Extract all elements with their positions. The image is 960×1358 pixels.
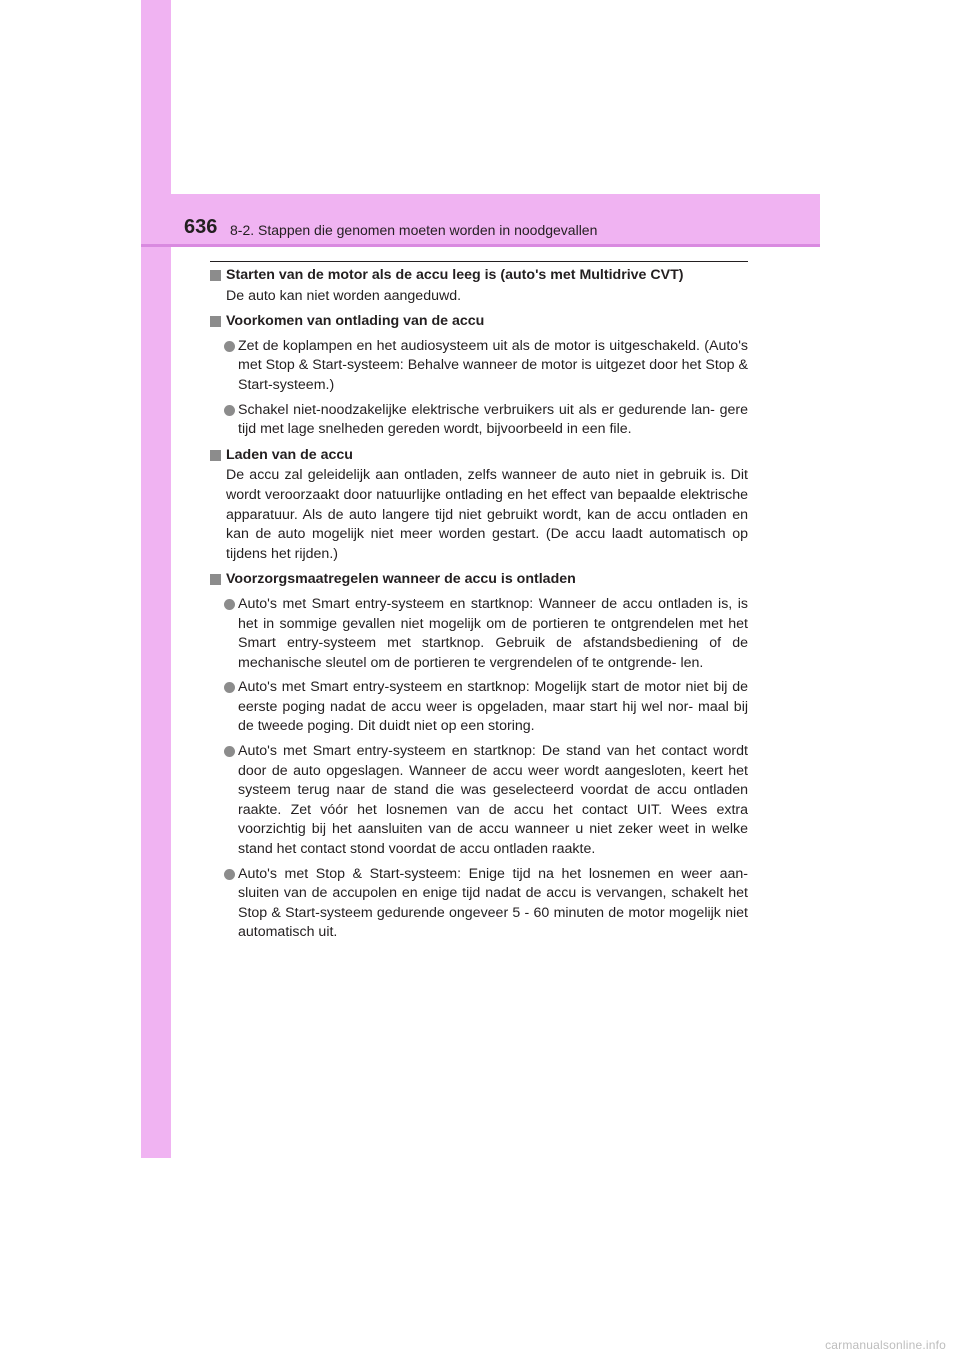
- list-item: Zet de koplampen en het audiosysteem uit als de motor is uitgeschakeld. (Auto's met Stop & Start-systeem: Behalve wanneer de motor is uitgezet door het Stop & Start-systeem.): [226, 337, 748, 396]
- square-bullet-icon: [210, 450, 221, 461]
- circle-bullet-icon: [224, 682, 235, 693]
- section-text: De auto kan niet worden aangeduwd.: [226, 287, 462, 304]
- square-bullet-icon: [210, 316, 221, 327]
- circle-bullet-icon: [224, 746, 235, 757]
- section-heading: Voorkomen van ontlading van de accu: [210, 312, 748, 332]
- chapter-sidebar-tab: [141, 0, 171, 1158]
- square-bullet-icon: [210, 574, 221, 585]
- list-item: Schakel niet-noodzakelijke elektrische verbruikers uit als er gedurende lan- gere tijd met lage snelheden gereden wordt, bijvoorbeeld in een file.: [226, 401, 748, 440]
- circle-bullet-icon: [224, 341, 235, 352]
- list-item: Auto's met Smart entry-systeem en startknop: Mogelijk start de motor niet bij de eerste poging nadat de accu weer is opgeladen, maar start hij wel nor- maal bij de tweede poging. Dit duidt niet op een storing.: [226, 678, 748, 737]
- chapter-title: 8-2. Stappen die genomen moeten worden in noodgevallen: [230, 222, 598, 238]
- section-heading: Voorzorgsmaatregelen wanneer de accu is ontladen: [210, 570, 748, 590]
- header-rule: [141, 244, 820, 247]
- circle-bullet-icon: [224, 405, 235, 416]
- section-heading: Laden van de accu: [210, 446, 748, 466]
- watermark-logo: carmanualsonline.info: [825, 1338, 946, 1352]
- section-divider: [210, 261, 748, 262]
- square-bullet-icon: [210, 270, 221, 281]
- list-item: Auto's met Smart entry-systeem en startknop: Wanneer de accu ontladen is, is het in sommige gevallen niet mogelijk om de portieren te ontgrendelen met het Smart entry-systeem met startknop. Gebruik de afstandsbediening of de mechanische sleutel om de portieren te vergrendelen of te ontgrende- len.: [226, 595, 748, 673]
- section-heading: Starten van de motor als de accu leeg is (auto's met Multidrive CVT): [210, 266, 748, 286]
- circle-bullet-icon: [224, 599, 235, 610]
- page-number: 636: [184, 216, 218, 238]
- circle-bullet-icon: [224, 869, 235, 880]
- section-text: De accu zal geleidelijk aan ontladen, zelfs wanneer de auto niet in gebruik is. Dit wordt veroorzaakt door natuurlijke ontlading en het effect van bepaalde elektrische apparatuur. Als de auto langere tijd niet gebruikt wordt, kan de accu ontladen en kan de auto mogelijk niet meer worden gestart. (De accu laadt automatisch op tijdens het rijden.): [226, 467, 748, 562]
- list-item: Auto's met Stop & Start-systeem: Enige tijd na het losnemen en weer aan- sluiten van de accupolen en enige tijd nadat de accu is vervangen, schakelt het Stop & Start-systeem gedurende ongeveer 5 - 60 minuten de motor mogelijk niet automatisch uit.: [226, 865, 748, 943]
- list-item: Auto's met Smart entry-systeem en startknop: De stand van het contact wordt door de auto opgeslagen. Wanneer de accu weer wordt aangesloten, keert het systeem terug naar de stand die was geselecteerd voordat de accu ontladen raakte. Zet vóór het losnemen van de accu het contact UIT. Wees extra voorzichtig bij het aansluiten van de accu wanneer u niet zeker weet in welke stand het contact stond voordat de accu ontladen raakte.: [226, 742, 748, 860]
- page-content: [210, 266, 748, 943]
